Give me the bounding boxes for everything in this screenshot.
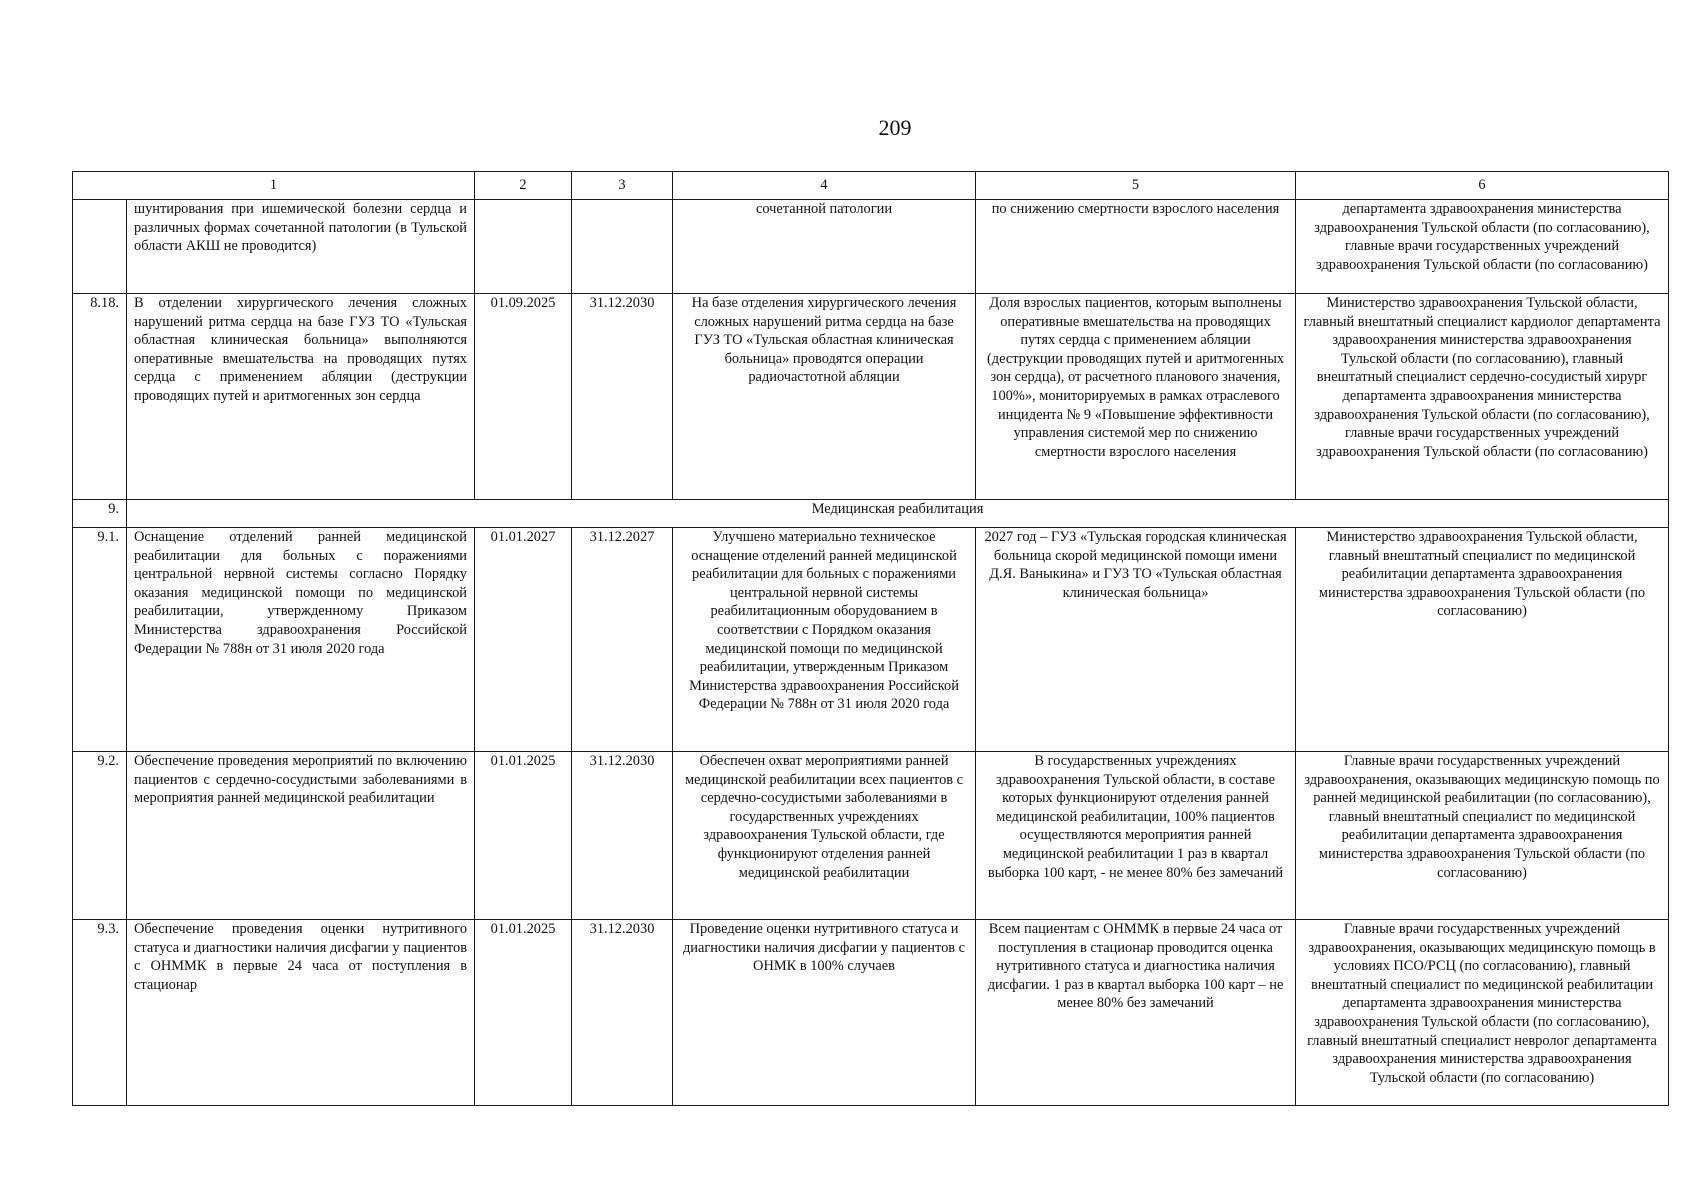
table-row [73,294,1669,500]
start-date-cell: 01.01.2025 [475,752,572,920]
row-number: 9.3. [73,920,127,1106]
result-cell: Проведение оценки нутритивного статуса и диагностики наличия дисфагии у пациентов с ОНМК в 100% случаев [673,920,976,1106]
responsible-cell: департамента здравоохранения министерства здравоохранения Тульской области (по согласованию), главные врачи государственных учреждений здравоохранения Тульской области (по согласованию) [1296,200,1669,294]
responsible-cell: Министерство здравоохранения Тульской области, главный внештатный специалист по медицинской реабилитации департамента здравоохранения министерства здравоохранения Тульской области (по согласованию) [1296,528,1669,752]
activity-cell: Обеспечение проведения оценки нутритивного статуса и диагностики наличия дисфагии у пациентов с ОНММК в первые 24 часа от поступления в стационар [127,920,475,1106]
indicator-cell: В государственных учреждениях здравоохранения Тульской области, в составе которых функционируют отделения ранней медицинской реабилитации, 100% пациентов осуществляются мероприятия ранней медицинской реабилитации 1 раз в квартал выборка 100 карт, - не менее 80% без замечаний [976,752,1296,920]
responsible-cell: Главные врачи государственных учреждений здравоохранения, оказывающих медицинскую помощь в условиях ПСО/РСЦ (по согласованию), главный внештатный специалист по медицинской реабилитации департамента здравоохранения министерства здравоохранения Тульской области (по согласованию), главный внештатный специалист невролог департамента здравоохранения министерства здравоохранения Тульской области (по согласованию) [1296,920,1669,1106]
indicator-cell: 2027 год – ГУЗ «Тульская городская клиническая больница скорой медицинской помощи имени Д.Я. Ваныкина» и ГУЗ ТО «Тульская областная клиническая больница» [976,528,1296,752]
result-cell: Обеспечен охват мероприятиями ранней медицинской реабилитации всех пациентов с сердечно-сосудистыми заболеваниями в государственных учреждениях здравоохранения Тульской области, где функционируют отделения ранней медицинской реабилитации [673,752,976,920]
indicator-cell: по снижению смертности взрослого населения [976,200,1296,294]
activity-cell: шунтирования при ишемической болезни сердца и различных формах сочетанной патологии (в Тульской области АКШ не проводится) [127,200,475,294]
column-number-1: 1 [73,172,475,200]
start-date-cell [475,200,572,294]
start-date-cell: 01.09.2025 [475,294,572,500]
row-number: 8.18. [73,294,127,500]
activity-cell: Обеспечение проведения мероприятий по включению пациентов с сердечно-сосудистыми заболеваниями в мероприятия ранней медицинской реабилитации [127,752,475,920]
result-cell: сочетанной патологии [673,200,976,294]
indicator-cell: Доля взрослых пациентов, которым выполнены оперативные вмешательства на проводящих путях сердца с применением абляции (деструкции проводящих путей и аритмогенных зон сердца), от расчетного планового значения, 100%», мониторируемых в рамках отраслевого инцидента № 9 «Повышение эффективности управления системой мер по снижению смертности взрослого населения [976,294,1296,500]
row-number: 9.1. [73,528,127,752]
column-number-2: 2 [475,172,572,200]
column-number-row [73,172,1669,200]
activity-cell: Оснащение отделений ранней медицинской реабилитации для больных с поражениями центральной нервной системы согласно Порядку оказания медицинской помощи по медицинской реабилитации, утвержденному Приказом Министерства здравоохранения Российской Федерации № 788н от 31 июля 2020 года [127,528,475,752]
section-number: 9. [73,500,127,528]
column-number-6: 6 [1296,172,1669,200]
table-row [73,920,1669,1106]
start-date-cell: 01.01.2025 [475,920,572,1106]
section-row [73,500,1669,528]
column-number-3: 3 [572,172,673,200]
end-date-cell: 31.12.2030 [572,752,673,920]
responsible-cell: Министерство здравоохранения Тульской области, главный внештатный специалист кардиолог департамента здравоохранения министерства здравоохранения Тульской области (по согласованию), главный внештатный специалист сердечно-сосудистый хирург департамента здравоохранения министерства здравоохранения Тульской области (по согласованию), главные врачи государственных учреждений здравоохранения Тульской области (по согласованию) [1296,294,1669,500]
row-number [73,200,127,294]
column-number-5: 5 [976,172,1296,200]
table-row [73,528,1669,752]
table-row [73,752,1669,920]
start-date-cell: 01.01.2027 [475,528,572,752]
end-date-cell: 31.12.2030 [572,920,673,1106]
column-number-4: 4 [673,172,976,200]
result-cell: На базе отделения хирургического лечения сложных нарушений ритма сердца на базе ГУЗ ТО «Тульская областная клиническая больница» проводятся операции радиочастотной абляции [673,294,976,500]
indicator-cell: Всем пациентам с ОНММК в первые 24 часа от поступления в стационар проводится оценка нутритивного статуса и диагностика наличия дисфагии. 1 раз в квартал выборка 100 карт – не менее 80% без замечаний [976,920,1296,1106]
end-date-cell: 31.12.2030 [572,294,673,500]
end-date-cell [572,200,673,294]
activity-cell: В отделении хирургического лечения сложных нарушений ритма сердца на базе ГУЗ ТО «Тульская областная клиническая больница» выполняются оперативные вмешательства на проводящих путях сердца с применением абляции (деструкции проводящих путей и аритмогенных зон сердца [127,294,475,500]
section-title: Медицинская реабилитация [127,500,1669,528]
row-number: 9.2. [73,752,127,920]
end-date-cell: 31.12.2027 [572,528,673,752]
measures-table [72,171,1669,1106]
responsible-cell: Главные врачи государственных учреждений здравоохранения, оказывающих медицинскую помощь по ранней медицинской реабилитации (по согласованию), главный внештатный специалист по медицинской реабилитации департамента здравоохранения министерства здравоохранения Тульской области (по согласованию) [1296,752,1669,920]
result-cell: Улучшено материально техническое оснащение отделений ранней медицинской реабилитации для больных с поражениями центральной нервной системы реабилитационным оборудованием в соответствии с Порядком оказания медицинской помощи по медицинской реабилитации, утвержденным Приказом Министерства здравоохранения Российской Федерации № 788н от 31 июля 2020 года [673,528,976,752]
page-number: 209 [878,115,912,140]
table-row [73,200,1669,294]
